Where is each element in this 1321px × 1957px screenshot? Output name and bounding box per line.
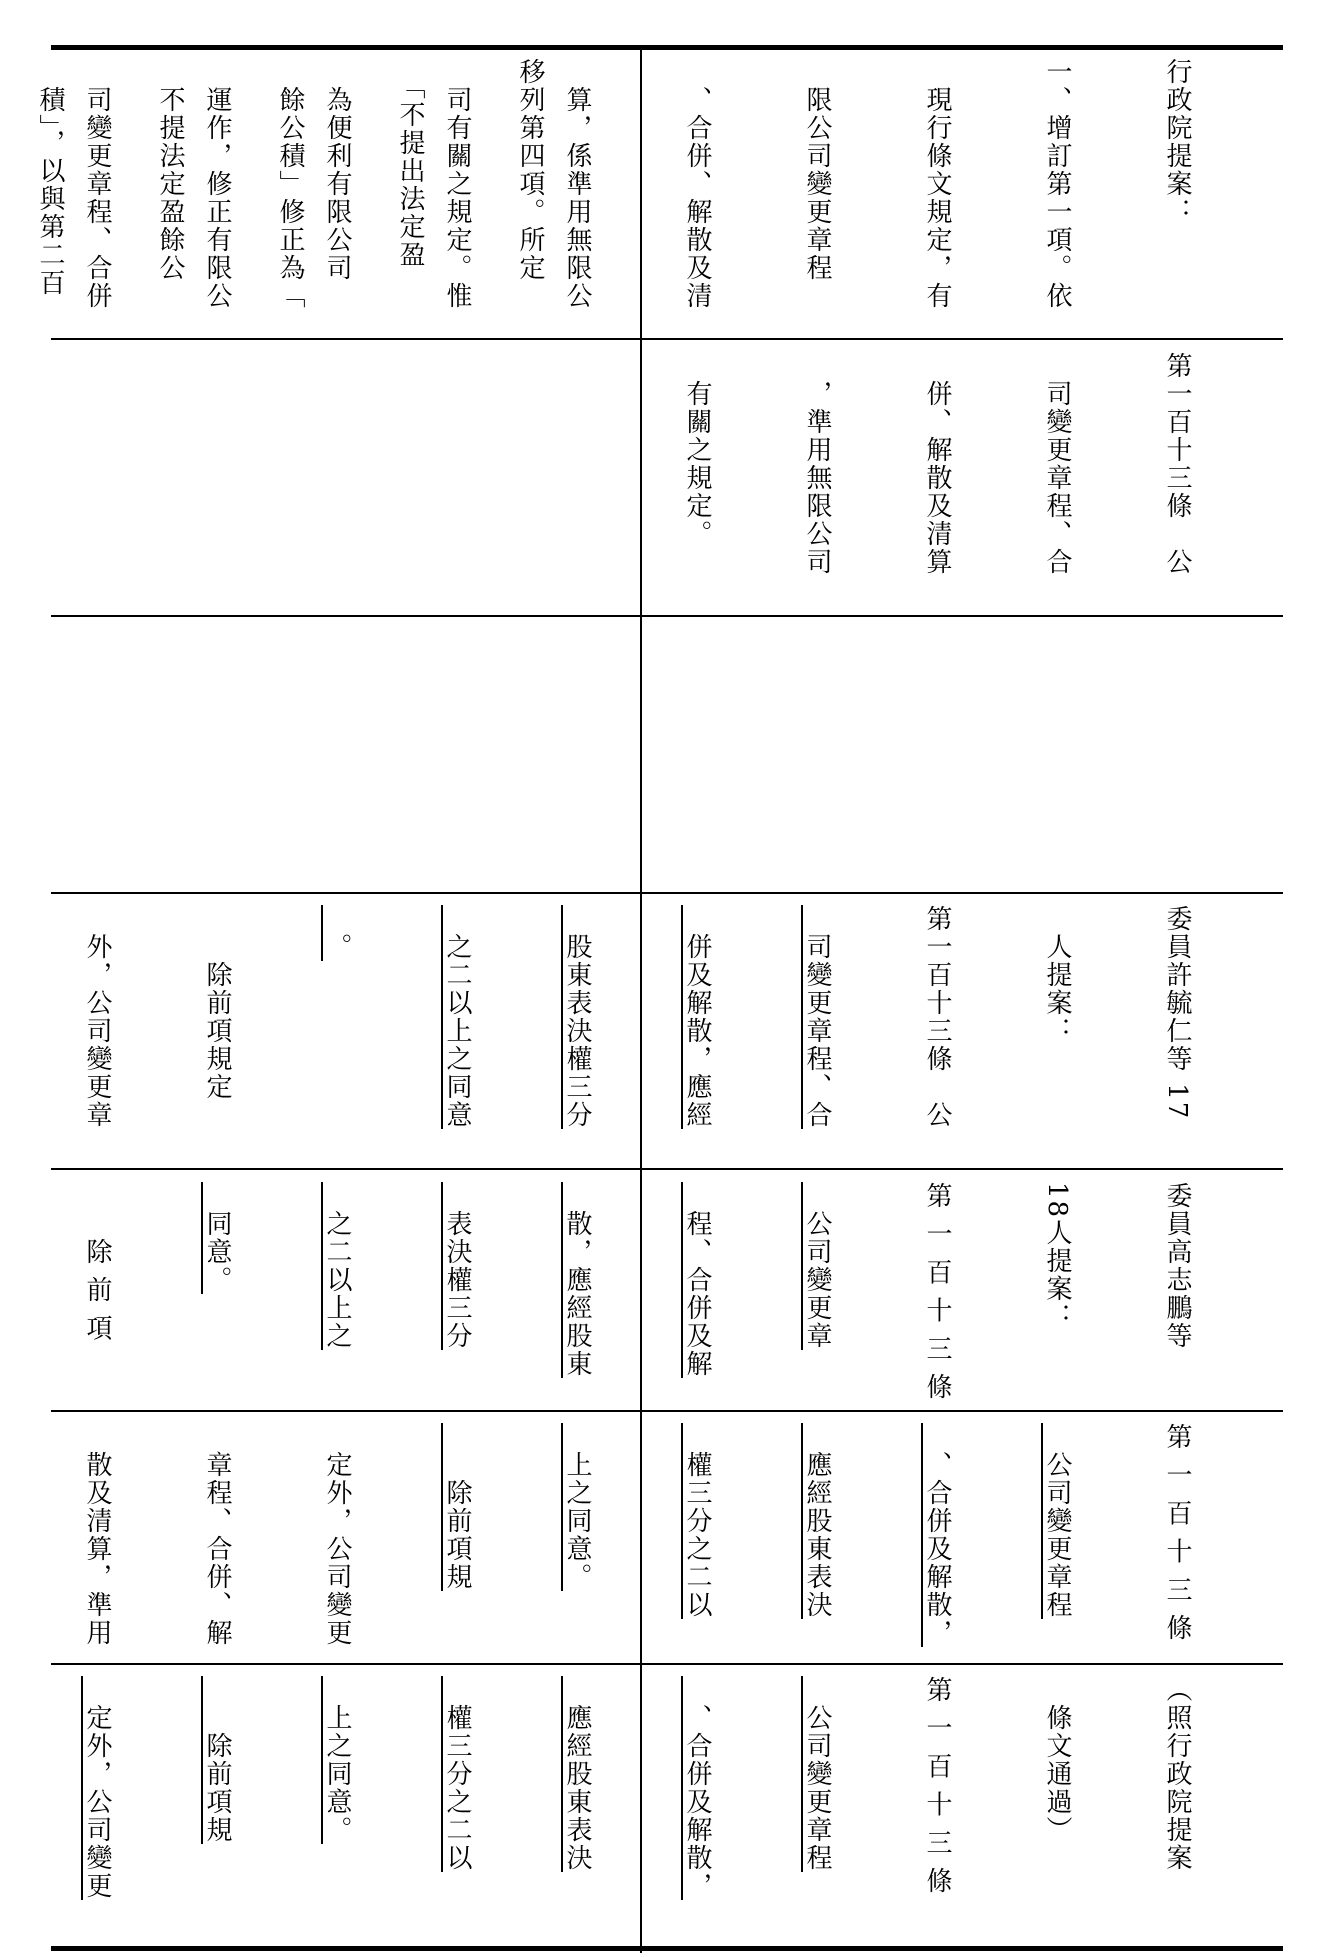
row-divider bbox=[51, 892, 1283, 894]
row-divider bbox=[51, 615, 1283, 617]
row-divider bbox=[51, 1663, 1283, 1665]
proposal-kao-text: 委員高志鵬等 18人提案： 第 一 百 十 三 條 公司變更章 程、合併及解 散，應經股東 表決權三分 之二以上之 同意。 除 前 項 bbox=[82, 1182, 1192, 1402]
explanation-right-text: 行政院提案： 一、增訂第一項。依 現行條文規定，有 限公司變更章程 、合併、解散及清 算，係準用無限公 司有關之規定。惟 為便利有限公司 運作，修正有限公 司變更章程、合併 bbox=[82, 58, 1192, 310]
bottom-rule bbox=[51, 1946, 1283, 1951]
row-divider bbox=[51, 1410, 1283, 1412]
top-rule bbox=[51, 45, 1283, 50]
proposal-hsu-text: 委員許毓仁等 17 人提案： 第一百十三條 公 司變更章程、合 併及解散，應經 股東表決權三分 之二以上之同意 。 除前項規定 外，公司變更章 bbox=[82, 905, 1192, 1129]
current-law-text: 第一百十三條 公 司變更章程、合 併、解散及清算 ，準用無限公司 有關之規定。 bbox=[682, 352, 1192, 576]
proposal-exec-text: 第 一 百 十 三 條 公司變更章程 、合併及解散， 應經股東表決 權三分之二以 上之同意。 除前項規 定外，公司變更 章程、合併、解 散及清算，準用 bbox=[82, 1423, 1192, 1647]
adopted-text: （照行政院提案 條文通過） 第 一 百 十 三 條 公司變更章程 、合併及解散， 應經股東表決 權三分之二以 上之同意。 除前項規 定外，公司變更 bbox=[82, 1676, 1192, 1900]
explanation-left-text: 移列第四項。所定 「不提出法定盈 餘公積」修正為「 不提法定盈餘公 積」，以與第二百 bbox=[35, 58, 545, 310]
row-divider bbox=[51, 338, 1283, 340]
row-divider bbox=[51, 1168, 1283, 1170]
